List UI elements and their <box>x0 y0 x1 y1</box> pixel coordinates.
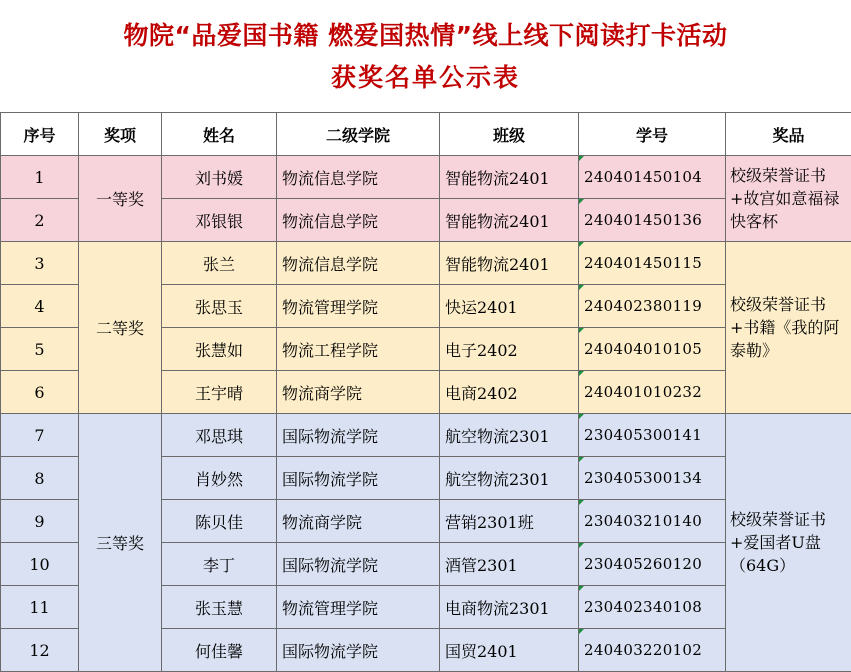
prize-first: 校级荣誉证书+故宫如意福禄快客杯 <box>726 156 851 242</box>
award-level-third: 三等奖 <box>79 414 162 672</box>
row-no: 3 <box>1 242 79 285</box>
award-level-second: 二等奖 <box>79 242 162 414</box>
row-college: 国际物流学院 <box>277 543 440 586</box>
page-subtitle: 获奖名单公示表 <box>0 58 851 94</box>
row-student-id: 240404010105 <box>579 328 726 371</box>
prize-second: 校级荣誉证书+书籍《我的阿泰勒》 <box>726 242 851 414</box>
row-student-id: 240401450104 <box>579 156 726 199</box>
row-no: 1 <box>1 156 79 199</box>
row-college: 物流管理学院 <box>277 586 440 629</box>
row-student-id: 240402380119 <box>579 285 726 328</box>
table-row <box>1 414 851 457</box>
row-student-id: 240403220102 <box>579 629 726 672</box>
header-class: 班级 <box>440 113 579 156</box>
row-college: 物流管理学院 <box>277 285 440 328</box>
row-student-id: 230403210140 <box>579 500 726 543</box>
row-student-id: 230405300141 <box>579 414 726 457</box>
row-college: 国际物流学院 <box>277 414 440 457</box>
row-name: 王宇晴 <box>162 371 277 414</box>
row-class: 电商2402 <box>440 371 579 414</box>
row-student-id: 240401010232 <box>579 371 726 414</box>
row-name: 陈贝佳 <box>162 500 277 543</box>
row-no: 12 <box>1 629 79 672</box>
row-name: 邓银银 <box>162 199 277 242</box>
title-block <box>0 0 851 112</box>
row-college: 物流工程学院 <box>277 328 440 371</box>
row-no: 7 <box>1 414 79 457</box>
row-class: 电商物流2301 <box>440 586 579 629</box>
table-row <box>1 242 851 285</box>
row-class: 国贸2401 <box>440 629 579 672</box>
row-name: 邓思琪 <box>162 414 277 457</box>
header-row <box>1 113 851 156</box>
row-class: 智能物流2401 <box>440 242 579 285</box>
row-class: 智能物流2401 <box>440 199 579 242</box>
row-college: 物流信息学院 <box>277 156 440 199</box>
row-college: 物流商学院 <box>277 500 440 543</box>
prize-third: 校级荣誉证书+爱国者U盘（64G） <box>726 414 851 672</box>
table-row <box>1 156 851 199</box>
row-college: 国际物流学院 <box>277 457 440 500</box>
row-no: 11 <box>1 586 79 629</box>
row-no: 6 <box>1 371 79 414</box>
page-title: 物院“品爱国书籍 燃爱国热情”线上线下阅读打卡活动 <box>0 16 851 52</box>
winners-table <box>0 112 851 672</box>
header-prize: 奖品 <box>726 113 851 156</box>
row-class: 航空物流2301 <box>440 414 579 457</box>
row-no: 9 <box>1 500 79 543</box>
row-no: 4 <box>1 285 79 328</box>
row-class: 智能物流2401 <box>440 156 579 199</box>
row-student-id: 240401450136 <box>579 199 726 242</box>
row-student-id: 230405300134 <box>579 457 726 500</box>
row-college: 国际物流学院 <box>277 629 440 672</box>
header-name: 姓名 <box>162 113 277 156</box>
row-no: 8 <box>1 457 79 500</box>
row-no: 2 <box>1 199 79 242</box>
row-name: 刘书媛 <box>162 156 277 199</box>
row-college: 物流信息学院 <box>277 242 440 285</box>
row-college: 物流商学院 <box>277 371 440 414</box>
row-name: 李丁 <box>162 543 277 586</box>
header-student-id: 学号 <box>579 113 726 156</box>
row-class: 快运2401 <box>440 285 579 328</box>
row-name: 张慧如 <box>162 328 277 371</box>
row-class: 酒管2301 <box>440 543 579 586</box>
row-name: 何佳馨 <box>162 629 277 672</box>
header-college: 二级学院 <box>277 113 440 156</box>
row-no: 10 <box>1 543 79 586</box>
row-student-id: 230405260120 <box>579 543 726 586</box>
row-name: 张玉慧 <box>162 586 277 629</box>
row-class: 电子2402 <box>440 328 579 371</box>
row-name: 肖妙然 <box>162 457 277 500</box>
row-class: 航空物流2301 <box>440 457 579 500</box>
row-class: 营销2301班 <box>440 500 579 543</box>
header-no: 序号 <box>1 113 79 156</box>
row-name: 张思玉 <box>162 285 277 328</box>
row-student-id: 240401450115 <box>579 242 726 285</box>
row-college: 物流信息学院 <box>277 199 440 242</box>
row-name: 张兰 <box>162 242 277 285</box>
row-student-id: 230402340108 <box>579 586 726 629</box>
row-no: 5 <box>1 328 79 371</box>
header-award: 奖项 <box>79 113 162 156</box>
award-level-first: 一等奖 <box>79 156 162 242</box>
